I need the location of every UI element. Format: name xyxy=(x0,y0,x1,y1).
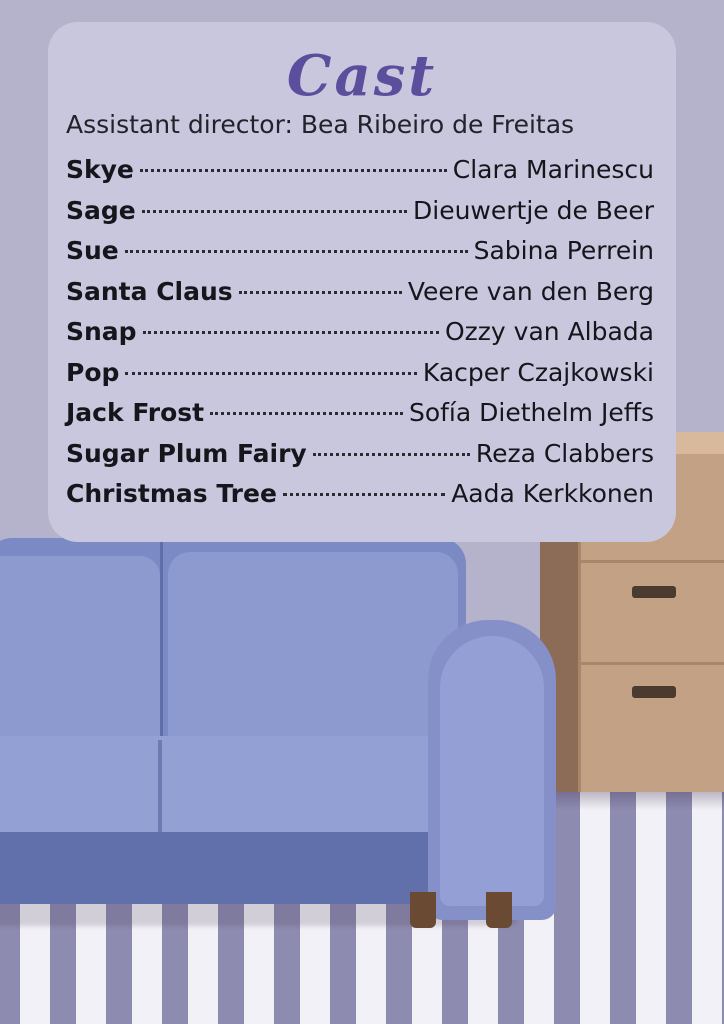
cast-row xyxy=(66,277,654,307)
cast-person: Sofía Diethelm Jeffs xyxy=(408,398,654,427)
cast-row xyxy=(66,236,654,266)
cast-person: Aada Kerkkonen xyxy=(451,479,654,508)
cast-row xyxy=(66,317,654,347)
page-title: Cast xyxy=(286,43,438,109)
sofa-seat-seam xyxy=(158,740,162,840)
cast-list xyxy=(48,155,676,509)
cast-role: Sue xyxy=(66,236,119,265)
cast-person: Dieuwertje de Beer xyxy=(413,195,654,225)
sofa-seat-cushions xyxy=(0,736,484,846)
cast-person: Sabina Perrein xyxy=(473,236,654,265)
cast-card xyxy=(48,22,676,542)
cast-role: Santa Claus xyxy=(66,276,233,306)
cast-role: Christmas Tree xyxy=(66,479,277,508)
drawer-handle-icon xyxy=(632,686,676,698)
leader-dots xyxy=(143,330,439,334)
sofa-armrest-inner xyxy=(440,636,544,906)
drawer-handle-icon xyxy=(632,586,676,598)
cast-role: Snap xyxy=(66,317,137,346)
cast-role: Sugar Plum Fairy xyxy=(66,438,307,468)
cast-row xyxy=(66,439,654,469)
cast-person: Ozzy van Albada xyxy=(445,317,654,346)
dresser-drawer-divider xyxy=(578,662,724,665)
assistant-director-line: Assistant director: Bea Ribeiro de Freitas xyxy=(66,110,575,139)
cast-row xyxy=(66,155,654,185)
cast-row xyxy=(66,479,654,509)
leader-dots xyxy=(313,452,470,456)
cast-role: Jack Frost xyxy=(66,398,205,427)
cast-person: Reza Clabbers xyxy=(475,438,654,468)
leader-dots xyxy=(239,290,402,294)
cast-row xyxy=(66,358,654,388)
cast-person: Clara Marinescu xyxy=(452,155,654,184)
leader-dots xyxy=(142,209,407,213)
sofa-back-cushion-right xyxy=(168,552,458,756)
leader-dots xyxy=(125,249,468,253)
sofa-back-cushion-left xyxy=(0,556,160,756)
cast-person: Kacper Czajkowski xyxy=(422,357,654,387)
cast-role: Pop xyxy=(66,357,120,387)
leader-dots xyxy=(140,168,447,172)
cast-row xyxy=(66,196,654,226)
leader-dots xyxy=(283,492,445,496)
cast-role: Skye xyxy=(66,155,134,184)
sofa-leg xyxy=(486,892,512,928)
cast-person: Veere van den Berg xyxy=(407,276,654,306)
cast-row xyxy=(66,398,654,428)
sofa-leg xyxy=(410,892,436,928)
sofa-backrest-seam xyxy=(160,540,163,755)
cast-role: Sage xyxy=(66,195,136,225)
leader-dots xyxy=(210,411,403,415)
leader-dots xyxy=(125,371,416,375)
dresser-drawer-divider xyxy=(578,560,724,563)
